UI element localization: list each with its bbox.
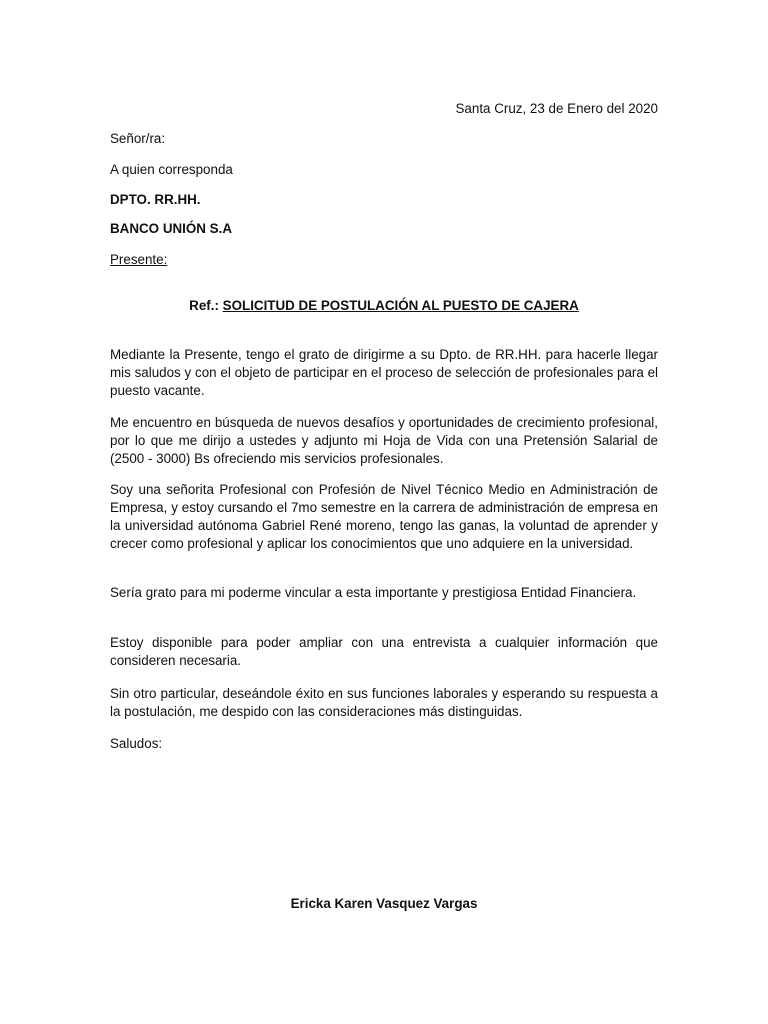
place-date: Santa Cruz, 23 de Enero del 2020	[455, 101, 658, 116]
presente-label: Presente:	[110, 252, 168, 267]
salutation: Señor/ra:	[110, 131, 166, 146]
recipient: A quien corresponda	[110, 162, 233, 177]
ref-subject: SOLICITUD DE POSTULACIÓN AL PUESTO DE CAJERA	[222, 298, 579, 313]
paragraph-2: Me encuentro en búsqueda de nuevos desafíos y oportunidades de crecimiento profesional, por lo que me dirijo a ustedes y adjunto mi Hoja de Vida con una Pretensión Salarial de (2500 - 3000) Bs ofreciendo mis servicios profesionales.	[110, 415, 658, 466]
paragraph-3: Soy una señorita Profesional con Profesión de Nivel Técnico Medio en Administración de Empresa, y estoy cursando el 7mo semestre en la carrera de administración de empresa en la universidad autónoma Gabriel René moreno, tengo las ganas, la voluntad de aprender y crecer como profesional y aplicar los conocimientos que uno adquiere en la universidad.	[110, 482, 658, 551]
paragraph-4: Sería grato para mi poderme vincular a esta importante y prestigiosa Entidad Financiera.	[110, 585, 637, 600]
paragraph-5: Estoy disponible para poder ampliar con una entrevista a cualquier información que consideren necesaria.	[110, 635, 658, 668]
company-name: BANCO UNIÓN S.A	[110, 221, 233, 236]
reference-line	[0, 297, 768, 314]
department: DPTO. RR.HH.	[110, 192, 201, 207]
paragraph-1: Mediante la Presente, tengo el grato de dirigirme a su Dpto. de RR.HH. para hacerle llegar mis saludos y con el objeto de participar en el proceso de selección de profesionales para el puesto vacante.	[110, 347, 658, 398]
ref-label: Ref.:	[189, 298, 219, 313]
signature-name: Ericka Karen Vasquez Vargas	[290, 896, 478, 911]
paragraph-6: Sin otro particular, deseándole éxito en sus funciones laborales y esperando su respuesta a la postulación, me despido con las consideraciones más distinguidas.	[110, 686, 658, 719]
closing: Saludos:	[110, 736, 163, 751]
